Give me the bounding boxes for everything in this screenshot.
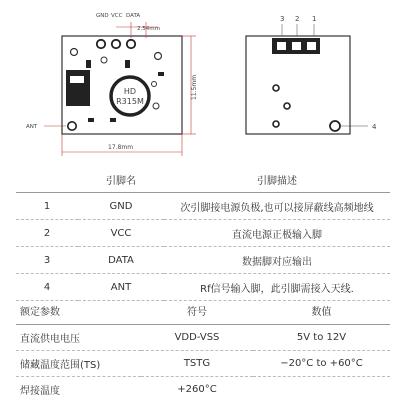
param-value: 5V to 12V bbox=[253, 325, 390, 351]
param-table-header-row bbox=[16, 296, 390, 325]
back-ant-number: 4 bbox=[372, 123, 377, 131]
back-pin-number-2: 2 bbox=[295, 15, 299, 23]
chip-line-1: HD bbox=[124, 87, 136, 96]
pin-name: ANT bbox=[78, 274, 164, 301]
height-label: 11.5mm bbox=[191, 75, 198, 100]
pin-description: Rf信号输入脚，此引脚需接入天线. bbox=[164, 274, 390, 301]
table-row bbox=[16, 193, 390, 220]
smd-component bbox=[125, 60, 130, 68]
param-value: −20°C to +60°C bbox=[253, 351, 390, 377]
saw-resonator-chip bbox=[111, 77, 149, 115]
ic-block-window bbox=[70, 76, 84, 83]
table-row bbox=[16, 325, 390, 351]
header-hole bbox=[307, 42, 316, 50]
table-row bbox=[16, 220, 390, 247]
ant-label: ANT bbox=[26, 124, 38, 130]
back-pin-number-1: 1 bbox=[312, 15, 316, 23]
pin-label-gnd: GND bbox=[96, 13, 109, 19]
smd-component bbox=[110, 118, 116, 122]
chip-line-2: R315M bbox=[116, 97, 144, 106]
pitch-label: 2.54mm bbox=[137, 26, 160, 32]
pin-table bbox=[16, 166, 390, 301]
param-table-header-param: 额定参数 bbox=[16, 296, 141, 325]
param-table-header-value: 数值 bbox=[253, 296, 390, 325]
param-name: 焊接温度 bbox=[16, 377, 141, 402]
pin-description: 直流电源正极输入脚 bbox=[164, 220, 390, 247]
smd-component bbox=[86, 60, 91, 68]
pin-number: 3 bbox=[16, 247, 78, 274]
pin-name: GND bbox=[78, 193, 164, 220]
table-row bbox=[16, 377, 390, 402]
param-name: 直流供电电压 bbox=[16, 325, 141, 351]
front-view bbox=[26, 13, 198, 156]
pin-number: 2 bbox=[16, 220, 78, 247]
module-dimension-diagram bbox=[0, 0, 400, 170]
param-symbol: +260°C bbox=[141, 377, 253, 402]
ic-block bbox=[66, 70, 90, 106]
pin-table-header-num bbox=[16, 166, 78, 193]
param-symbol: TSTG bbox=[141, 351, 253, 377]
pin-label-data: DATA bbox=[126, 13, 140, 19]
pin-number: 4 bbox=[16, 274, 78, 301]
pin-label-vcc: VCC bbox=[111, 13, 123, 19]
pin-description: 数据脚对应输出 bbox=[164, 247, 390, 274]
table-row bbox=[16, 247, 390, 274]
param-value bbox=[253, 377, 390, 402]
smd-component bbox=[88, 118, 94, 122]
smd-component bbox=[158, 72, 164, 76]
pin-name: VCC bbox=[78, 220, 164, 247]
table-row bbox=[16, 351, 390, 377]
back-pin-number-3: 3 bbox=[280, 15, 284, 23]
param-table bbox=[16, 296, 390, 402]
pin-table-header-desc: 引脚描述 bbox=[164, 166, 390, 193]
back-view bbox=[246, 15, 377, 134]
header-hole bbox=[292, 42, 301, 50]
pin-table-header-row bbox=[16, 166, 390, 193]
pin-description: 次引脚接电源负极,也可以接屏蔽线高频地线 bbox=[164, 193, 390, 220]
header-hole bbox=[277, 42, 286, 50]
param-table-header-symbol: 符号 bbox=[141, 296, 253, 325]
param-name: 储藏温度范围(TS) bbox=[16, 351, 141, 377]
param-symbol: VDD-VSS bbox=[141, 325, 253, 351]
pin-name: DATA bbox=[78, 247, 164, 274]
pin-number: 1 bbox=[16, 193, 78, 220]
width-label: 17.8mm bbox=[108, 144, 133, 151]
pin-table-header-name: 引脚名 bbox=[78, 166, 164, 193]
